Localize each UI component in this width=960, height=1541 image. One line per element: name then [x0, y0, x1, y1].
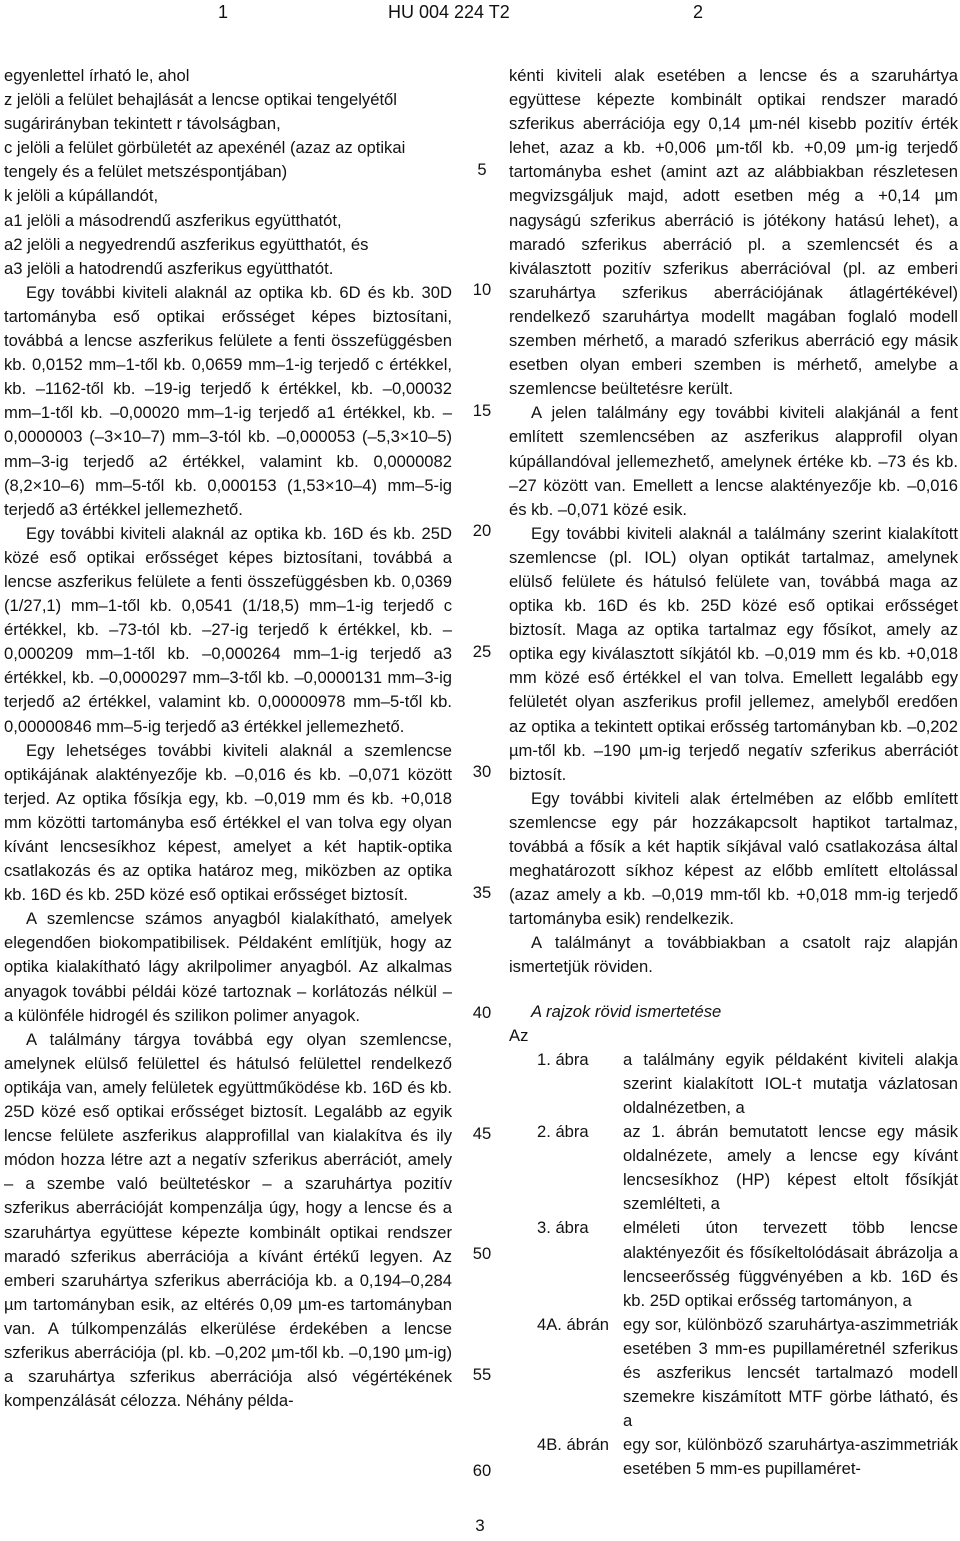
figure-entry: [509, 1048, 958, 1120]
line-number: 45: [472, 1124, 492, 1143]
left-column: [4, 64, 452, 1413]
line-number: 25: [472, 642, 492, 661]
figure-intro: Az: [509, 1025, 529, 1045]
paragraph: A találmány tárgya továbbá egy olyan szemlencse, amelynek elülső felülettel és hátulsó felülettel rendelkező optikája van, amely felületek együttműködése kb. 16D és kb. 25D közé eső optikai erősséget biztosít. Legalább az egyik lencse felülete aszferikus alapprofillal van kialakítva és ily módon hozza létre azt a negatív szferikus aberrációt, amely – a szembe való beültetéskor – a szaruhártya pozitív szferikus aberrációját kompenzálja úgy, hogy a lencse és a szaruhártya együttese képezte kombinált optikai rendszer maradó szferikus aberrációja a kívánt értékű legyen. Az emberi szaruhártya szferikus aberrációja kb. a 0,194–0,284 µm tartományban esik, az eltérés 0,09 µm-es tartományban van. A túlkompenzálás elkerülése érdekében a lencse szferikus aberrációja (pl. kb. –0,202 µm-től kb. –0,190 µm-ig) a szaruhártya szferikus aberrációja alsó végértékének kompenzálását célozza. Néhány példa-: [4, 1029, 452, 1411]
figure-label: 4B. ábrán: [537, 1435, 609, 1455]
definition-line: z jelöli a felület behajlását a lencse optikai tengelyétől sugárirányban tekintett r távolságban,: [4, 90, 397, 134]
figure-entry: [509, 1216, 958, 1312]
figure-label: 1. ábra: [537, 1049, 589, 1069]
paragraph: A szemlencse számos anyagból kialakítható, amelyek elegendően biokompatibilisek. Példaként említjük, hogy az optika kialakítható lágy akrilpolimer anyagból. Az alkalmas anyagok további példái közé tartoznak – korlátozás nélkül – a különféle hidrogél és szilikon polimer anyagok.: [4, 909, 452, 1025]
paragraph: A találmányt a továbbiakban a csatolt rajz alapján ismertetjük röviden.: [509, 933, 958, 977]
line-number: 60: [472, 1461, 492, 1480]
paragraph: Egy további kiviteli alaknál a találmány szerint kialakított szemlencse (pl. IOL) olyan optikát tartalmaz, amelynek elülső felülete és hátulsó felülete van, továbbá maga az optika kb. 16D és kb. 25D közé eső optikai erősséget biztosít. Maga az optika tartalmaz egy fősíkot, amely az optika egy kiválasztott síkjától kb. –0,019 mm és kb. +0,018 mm közé eső értékkel el van tolva. Emellett legalább egy felületét olyan aszferikus profil jellemez, amelyből eredően az optika a tekintett optikai erősség tartományban kb. –0,202 µm-től kb. –190 µm-ig terjedő negatív szferikus aberrációt biztosít.: [509, 523, 958, 784]
definition-line: k jelöli a kúpállandót,: [4, 186, 159, 206]
definition-line: a3 jelöli a hatodrendű aszferikus együtthatót.: [4, 258, 334, 278]
patent-number: HU 004 224 T2: [388, 2, 510, 22]
right-page-number: 2: [693, 2, 704, 22]
line-number: 20: [472, 521, 492, 540]
figure-entry: [509, 1313, 958, 1433]
line-number: 5: [477, 160, 487, 179]
paragraph: Egy további kiviteli alaknál az optika kb. 6D és kb. 30D tartományba eső optikai erősséget képes biztosítani, továbbá a lencse aszferikus felülete a fenti összefüggésben kb. 0,0152 mm–1-től kb. 0,0659 mm–1-ig terjedő c értékkel, kb. –1162-től kb. –19-ig terjedő k értékkel, kb. –0,00032 mm–1-től kb. –0,00020 mm–1-ig terjedő a1 értékkel, kb. –0,0000003 (–3×10–7) mm–3-tól kb. –0,000053 (–5,3×10–5) mm–3-ig terjedő a2 értékkel, valamint kb. 0,0000082 (8,2×10–6) mm–5-től kb. 0,000153 (1,53×10–4) mm–5-ig terjedő a3 értékkel jellemezhető.: [4, 282, 452, 519]
line-number: 35: [472, 883, 492, 902]
line-number: 40: [472, 1003, 492, 1022]
definition-line: a2 jelöli a negyedrendű aszferikus együtthatót, és: [4, 234, 369, 254]
paragraph: Egy további kiviteli alak értelmében az előbb említett szemlencse egy pár hozzákapcsolt haptikot tartalmaz, továbbá a fősík a két haptik síkjával való csatlakozása által meghatározott síkhoz képest az előbb említett eltolással (azaz amely a kb. –0,019 mm-től kb. +0,018 mm-ig terjedő tartományba esik) rendelkezik.: [509, 788, 958, 929]
line-number: 15: [472, 401, 492, 420]
paragraph: Egy lehetséges további kiviteli alaknál a szemlencse optikájának alaktényezője kb. –0,016 és kb. –0,071 között terjed. Az optika fősíkja egy, kb. –0,019 mm és kb. +0,018 mm közötti tartományba eső értékkel el van tolva egy olyan kívánt lencsesíkhoz képest, amelyet a két haptik-optika csatlakozás és az optika határoz meg, miközben az optika kb. 16D és kb. 25D közé eső optikai erősséget biztosít.: [4, 740, 452, 905]
figure-description: egy sor, különböző szaruhártya-aszimmetriák esetében 5 mm-es pupillaméret-: [623, 1435, 958, 1479]
page-number: 3: [475, 1516, 485, 1535]
figure-entry: [509, 1120, 958, 1216]
figure-label: 4A. ábrán: [537, 1314, 609, 1334]
line-number: 55: [472, 1365, 492, 1384]
definition-line: a1 jelöli a másodrendű aszferikus együtthatót,: [4, 210, 342, 230]
figure-description: egy sor, különböző szaruhártya-aszimmetriák esetében 3 mm-es pupillaméretnél szferikus és aszferikus lencsét tartalmazó modell szemekre kiszámított MTF görbe látható, és a: [623, 1314, 958, 1431]
figure-label: 2. ábra: [537, 1122, 589, 1142]
paragraph: Egy további kiviteli alaknál az optika kb. 16D és kb. 25D közé eső optikai erősséget képes biztosítani, továbbá a lencse aszferikus felülete a fenti összefüggésben kb. 0,0369 (1/27,1) mm–1-től kb. 0,0541 (1/18,5) mm–1-ig terjedő c értékkel, kb. –73-tól kb. –27-ig terjedő k értékkel, kb. –0,000209 mm–1-től kb. –0,000264 mm–1-ig terjedő a3 értékkel, kb. –0,0000297 mm–3-től kb. –0,0000131 mm–3-ig terjedő a2 értékkel, valamint kb. 0,00000978 mm–5-től kb. 0,00000846 mm–5-ig terjedő a3 értékkel jellemezhető.: [4, 523, 452, 736]
figure-description: a találmány egyik példaként kiviteli alakja szerint kialakított IOL-t mutatja vázlatosan oldalnézetben, a: [623, 1049, 958, 1117]
paragraph: kénti kiviteli alak esetében a lencse és a szaruhártya együttese képezte kombinált optikai rendszer maradó szferikus aberrációja egy 0,14 µm-nél kisebb pozitív érték lehet, azaz a kb. +0,006 µm-től kb. +0,09 µm-ig terjedő tartományba eshet (amint azt az alábbiakban részletesen megvizsgáljuk majd, adott esetben még a +0,14 µm nagyságú szferikus aberráció is jótékony hatású lehet), a maradó szferikus aberráció pl. a szemlencsét és a kiválasztott pozitív szferikus aberrációval (pl. az emberi szaruhártya szferikus aberrációjának átlagértékével) rendelkező szaruhártya modellt magában foglaló modell szemben mérhető, a maradó szferikus aberráció egy másik esetben olyan emberi szemben is mérhető, amelybe a szemlencse beültetésre került.: [509, 66, 958, 399]
page-header: [0, 0, 960, 30]
figure-description: elméleti úton tervezett több lencse alaktényezőit és fősíkeltolódásait ábrázolja a lencseerősség függvényében a kb. 16D és kb. 25D optikai erősség tartományon, a: [623, 1218, 958, 1310]
figure-label: 3. ábra: [537, 1218, 589, 1238]
line-number: 10: [472, 280, 492, 299]
line-number: 50: [472, 1244, 492, 1263]
figure-entry: [509, 1433, 958, 1481]
section-heading: A rajzok rövid ismertetése: [531, 1001, 722, 1021]
left-page-number: 1: [218, 2, 229, 22]
right-column: [509, 64, 958, 1481]
paragraph: A jelen találmány egy további kiviteli alakjánál a fent említett szemlencsében az aszferikus alapprofil olyan kúpállandóval jellemezhető, amelynek értéke kb. –73 és kb. –27 között van. Emellett a lencse alaktényezője kb. –0,016 és kb. –0,071 közé esik.: [509, 403, 958, 519]
definition-line: c jelöli a felület görbületét az apexénél (azaz az optikai tengely és a felület metszéspontjában): [4, 138, 406, 182]
line-number: 30: [472, 762, 492, 781]
figure-description: az 1. ábrán bemutatott lencse egy másik oldalnézete, amely a lencse egy kívánt lencsesíkhoz (HP) képest eltolt fősíkját szemlélteti, a: [623, 1122, 958, 1214]
definition-line: egyenlettel írható le, ahol: [4, 66, 190, 85]
